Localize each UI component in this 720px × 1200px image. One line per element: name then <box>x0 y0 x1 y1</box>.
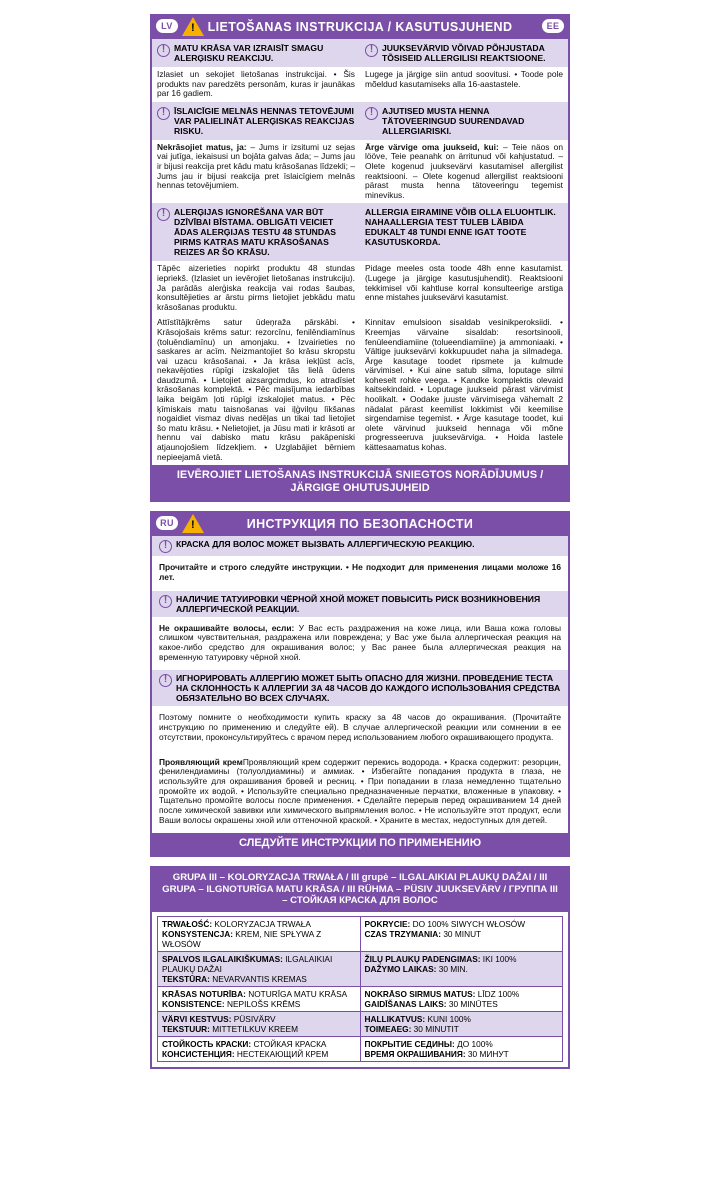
badge-lv: LV <box>156 19 178 33</box>
spec-panel <box>150 866 570 1069</box>
table-row <box>158 986 563 1011</box>
band1-lv: MATU KRĀSA VAR IZRAISĪT SMAGU ALERĢISKU REAKCIJU. <box>174 43 324 63</box>
p2-et-head: Ärge värvige oma juukseid, kui: <box>365 141 499 152</box>
spec-line <box>162 999 356 1009</box>
warning-triangle-icon: ! <box>182 514 204 533</box>
p4-lv: Attīstītājkrēms satur ūdeņraža pārskābi. • Krāsojošais krēms satur: rezorcīnu, fenilēndiamīnus (toluēndiamīnu) un amonjaku. • Izvairieties no saskares ar acīm. Neizmantojiet šo krāsu skropstu vai uzacu krāsošanai. • Ja krāsa iekļūst acīs, nekavējoties rūpīgi izskalojiet tās lielā ūdens daudzumā. • Lietojiet aizsargcimdus, ko atradīsiet krāsošanas komplektā. • Pēc maisījuma iedarbības laika beigām ļoti rūpīgi izskalojiet matus. • Pēc ķīmiskais matu taisnošanas vai iļģvilņu līkšanas nogaidiet vismaz divas nedēļas un tikai tad lietojiet šo matu krāsu. • Nelietojiet, ja Jūsu mati ir krāsoti ar hennu vai dabisko matu krāsu pakāpeniski atjaunojošiem līdzekļiem. • Uzglabājiet bērniem nepieejamā vietā. <box>157 317 355 462</box>
spec-key: ВРЕМЯ ОКРАШИВАНИЯ: <box>364 1048 466 1059</box>
ru-paragraph-1 <box>152 556 568 590</box>
spec-line <box>365 954 559 964</box>
spec-value: DO 100% SIWYCH WŁOSÓW <box>410 918 526 929</box>
ru-band-3 <box>152 670 568 706</box>
table-cell-right <box>360 1036 563 1061</box>
spec-value: ДО 100% <box>454 1038 493 1049</box>
spec-line <box>162 1014 356 1024</box>
p3-lv: Tāpēc aizerieties nopirkt produktu 48 stundas iepriekš. (Izlasiet un ievērojiet lietošanas instrukciju). Ja parādās alerģiska reakcija vai rodas šaubas, konsultējieties ar ārstu pirms lietojiet jebkādu matu krāsošanas produktu. <box>157 263 355 312</box>
paragraph-row-3 <box>152 261 568 315</box>
spec-key: NOKRĀSO SIRMUS MATUS: <box>364 988 476 999</box>
spec-key: GAIDĪŠANAS LAIKS: <box>364 998 447 1009</box>
spec-line <box>365 919 559 929</box>
spec-key: KONSYSTENCJA: <box>162 928 233 939</box>
table-cell-left <box>158 1011 361 1036</box>
spec-line <box>365 1039 559 1049</box>
spec-value: NEPILOŠS KRĒMS <box>224 998 301 1009</box>
spec-value: 30 МИНУТ <box>465 1048 509 1059</box>
spec-line <box>162 929 356 949</box>
exclamation-icon: ! <box>365 44 378 57</box>
band-lifethreatening-warning <box>152 203 568 261</box>
spec-key: TEKSTŪRA: <box>162 973 210 984</box>
ru-title: ИНСТРУКЦИЯ ПО БЕЗОПАСНОСТИ <box>246 517 474 532</box>
spec-key: КОНСИСТЕНЦИЯ: <box>162 1048 235 1059</box>
spec-key: ПОКРЫТИЕ СЕДИНЫ: <box>364 1038 455 1049</box>
spec-line <box>365 929 559 939</box>
ru-footer: СЛЕДУЙТЕ ИНСТРУКЦИИ ПО ПРИМЕНЕНИЮ <box>152 833 568 855</box>
table-cell-left <box>158 1036 361 1061</box>
ru-p1: Прочитайте и строго следуйте инструкции. • Не подходит для применения лицами моложе 16 лет. <box>159 562 561 582</box>
p1-et: Lugege ja järgige siin antud soovitusi. • Toode pole mõeldud kasutamiseks alla 16-aastastele. <box>365 69 563 89</box>
ru-p4: Проявляющий крем содержит перекись водорода. • Краска содержит: резорцин, фенилендиамины (толуолдиамины) и аммиак. • Избегайте попадания продукта в глаза, не используйте для окрашивания бровей и ресниц. • При попадании в глаза немедленно тщательно промойте их водой. • Используйте специально предназначенные перчатки, вложенные в упаковку. • Тщательно промойте волосы после применения. • Сделайте перерыв перед окрашиванием 14 дней после химической завивки или химического выпрямления волос. • Не используйте этот продукт, если Ваши волосы окрашены хной или оттеночной краской. • Храните в местах, недоступных для детей. <box>159 756 562 825</box>
spec-line <box>365 1014 559 1024</box>
spec-key: HALLIKATVUS: <box>364 1013 426 1024</box>
lv-et-footer: IEVĒROJIET LIETOŠANAS INSTRUKCIJĀ SNIEGTOS NORĀDĪJUMUS / JÄRGIGE OHUTUSJUHEID <box>152 465 568 500</box>
spec-line <box>365 1049 559 1059</box>
spec-key: CZAS TRZYMANIA: <box>364 928 442 939</box>
exclamation-icon: ! <box>157 208 170 221</box>
spec-line <box>162 989 356 999</box>
badge-ee: EE <box>542 19 564 33</box>
ru-paragraph-3 <box>152 706 568 750</box>
spec-value: KUNI 100% <box>425 1013 471 1024</box>
warning-triangle-icon: ! <box>182 17 204 36</box>
spec-value: СТОЙКАЯ КРАСКА <box>251 1038 327 1049</box>
paragraph-row-2 <box>152 140 568 204</box>
ru-header <box>152 513 568 536</box>
table-cell-left <box>158 916 361 951</box>
table-cell-right <box>360 916 563 951</box>
p3-et: Pidage meeles osta toode 48h enne kasutamist. (Lugege ja järgige kasutusjuhendit). Reaktsiooni tekkimisel või kahtluse korral konsulteerige arstiga enne mistahes juuksevärvi kasutamist. <box>365 263 563 303</box>
ru-band1-text: КРАСКА ДЛЯ ВОЛОС МОЖЕТ ВЫЗВАТЬ АЛЛЕРГИЧЕСКУЮ РЕАКЦИЮ. <box>176 539 475 550</box>
spec-value: 30 MIN. <box>436 963 468 974</box>
paragraph-row-4 <box>152 315 568 465</box>
spec-key: VÄRVI KESTVUS: <box>162 1013 232 1024</box>
table-row <box>158 916 563 951</box>
lv-et-header <box>152 16 568 39</box>
lv-et-panel <box>150 14 570 502</box>
ru-band2-text: НАЛИЧИЕ ТАТУИРОВКИ ЧЁРНОЙ ХНОЙ МОЖЕТ ПОВЫСИТЬ РИСК ВОЗНИКНОВЕНИЯ АЛЛЕРГИЧЕСКОЙ РЕАКЦИИ. <box>176 593 541 614</box>
table-cell-right <box>360 951 563 986</box>
ru-p2: У Вас есть раздражения на коже лица, или Ваша кожа головы слишком чувствительная, раздражена или повреждена; у Вас уже была аллергическая реакция на какое-либо средство для окрашивания волос; у Вас ранее была аллергическая реакция на временную татуировку чёрной хной. <box>159 622 561 662</box>
spec-key: TRWAŁOŚĆ: <box>162 918 213 929</box>
p1-lv: Izlasiet un sekojiet lietošanas instrukcijai. • Šis produkts nav paredzēts personām, kuras ir jaunākas par 16 gadiem. <box>157 69 355 99</box>
ru-band-2 <box>152 591 568 617</box>
spec-value: PÜSIVÄRV <box>231 1013 276 1024</box>
table-row <box>158 1036 563 1061</box>
spec-line <box>162 1024 356 1034</box>
spec-key: SPALVOS ILGALAIKIŠKUMAS: <box>162 953 283 964</box>
spec-value: KREM, NIE SPŁYWA Z WŁOSÓW <box>162 928 322 949</box>
spec-key: KONSISTENCE: <box>162 998 225 1009</box>
spec-line <box>365 999 559 1009</box>
band3-lv: ALERĢIJAS IGNORĒŠANA VAR BŪT DZĪVĪBAI BĪSTAMA. OBLIGĀTI VEICIET ĀDAS ALERĢIJAS TESTU 48 STUNDAS PIRMS KATRAS MATU KRĀSOŠANAS REIZES AR ŠO KRĀSU. <box>174 207 337 258</box>
spec-value: 30 MINUTIT <box>411 1023 459 1034</box>
spec-value: IKI 100% <box>480 953 517 964</box>
spec-title: GRUPA III – KOLORYZACJA TRWAŁA / III grupė – ILGALAIKIAI PLAUKŲ DAŽAI / III GRUPA – ILGNOTURĪGA MATU KRĀSA / III RÜHMA – PÜSIV JUUKSEVÄRV / ГРУППА III – СТОЙКАЯ КРАСКА ДЛЯ ВОЛОС <box>152 868 568 912</box>
paragraph-row-1 <box>152 67 568 102</box>
exclamation-icon: ! <box>365 107 378 120</box>
spec-value: LĪDZ 100% <box>475 988 520 999</box>
spec-line <box>365 964 559 974</box>
spec-key: ŽILŲ PLAUKŲ PADENGIMAS: <box>364 953 481 964</box>
band2-et: AJUTISED MUSTA HENNA TÄTOVEERINGUD SUURENDAVAD ALLERGIARISKI. <box>382 105 525 136</box>
exclamation-icon: ! <box>159 540 172 553</box>
p2-et: – Teie näos on lööve, Teie peanahk on ärritunud või kahjustatud. – Olete kogenud juuksevärvi kasutamisel allergilist reaktsiooni. – Olete kogenud allergilist reaktsiooni pärast musta henna tätoveeringu tegemist minevikus. <box>365 141 563 200</box>
spec-value: NEVARVANTIS KREMAS <box>209 973 307 984</box>
spec-key: TOIMEAEG: <box>364 1023 412 1034</box>
spec-line <box>162 919 356 929</box>
spec-key: POKRYCIE: <box>364 918 411 929</box>
lv-et-title: LIETOŠANAS INSTRUKCIJA / KASUTUSJUHEND <box>207 20 513 34</box>
table-cell-right <box>360 1011 563 1036</box>
ru-panel <box>150 511 570 857</box>
p2-lv: – Jums ir izsitumi uz sejas vai jutīga, iekaisusi un bojāta galvas āda; – Jums jau ir bijusi reakcija pret kādu matu krāsošanas līdzekli; – Jums jau ir bijusi reakcija pret īslaicīgiem melnās hennas tetovējumiem. <box>157 141 356 191</box>
ru-band3-text: ИГНОРИРОВАТЬ АЛЛЕРГИЮ МОЖЕТ БЫТЬ ОПАСНО ДЛЯ ЖИЗНИ. ПРОВЕДЕНИЕ ТЕСТА НА СКЛОННОСТЬ К АЛЛЕРГИИ ЗА 48 ЧАСОВ ДО КАЖДОГО ИСПОЛЬЗОВАНИЯ СРЕДСТВА ОБЯЗАТЕЛЬНО ВО ВСЕХ СЛУЧАЯХ. <box>176 673 561 704</box>
spec-line <box>162 1039 356 1049</box>
exclamation-icon: ! <box>157 44 170 57</box>
spec-value: ILGALAIKIAI PLAUKŲ DAŽAI <box>162 953 333 974</box>
table-row <box>158 951 563 986</box>
exclamation-icon: ! <box>157 107 170 120</box>
table-row <box>158 1011 563 1036</box>
spec-value: 30 MINŪTES <box>446 998 498 1009</box>
p2-lv-head: Nekrāsojiet matus, ja: <box>157 141 247 152</box>
spec-value: MITTETILKUV KREEM <box>209 1023 298 1034</box>
ru-p3: Поэтому помните о необходимости купить краску за 48 часов до окрашивания. (Прочитайте инструкцию по применению и следуйте ей). В случае аллергической реакции или сомнении в ее отсутствии, проконсультируйтесь с врачом перед использованием любого окрашивающего продукта. <box>159 712 561 742</box>
spec-value: NOTURĪGA MATU KRĀSA <box>245 988 348 999</box>
exclamation-icon: ! <box>159 674 172 687</box>
spec-line <box>162 974 356 984</box>
ru-p2-head: Не окрашивайте волосы, если: <box>159 622 295 633</box>
table-cell-right <box>360 986 563 1011</box>
band1-et: JUUKSEVÄRVID VÕIVAD PÕHJUSTADA TÕSISEID ALLERGILISI REAKTSIOONE. <box>382 43 546 63</box>
band3-et: ALLERGIA EIRAMINE VÕIB OLLA ELUOHTLIK. NAHAALLERGIA TEST TULEB LÄBIDA EDUKALT 48 TUNDI ENNE IGAT TOOTE KASUTUSKORDA. <box>365 207 556 248</box>
spec-key: KRĀSAS NOTURĪBA: <box>162 988 246 999</box>
spec-key: DAŽYMO LAIKAS: <box>364 963 437 974</box>
ru-p4-lead: Проявляющий крем <box>159 756 243 767</box>
spec-line <box>162 954 356 974</box>
spec-value: НЕСТЕКАЮЩИЙ КРЕМ <box>234 1048 329 1059</box>
band-allergy-warning <box>152 39 568 67</box>
band-henna-warning <box>152 102 568 140</box>
spec-line <box>365 1024 559 1034</box>
spec-key: СТОЙКОСТЬ КРАСКИ: <box>162 1038 252 1049</box>
ru-paragraph-2 <box>152 617 568 671</box>
p4-et: Kinnitav emulsioon sisaldab vesinikperoksiidi. • Kreemjas värvaine sisaldab: resortsinooli, fenüleendiamiine (tolueendiamiine) ja ammoniaaki. • Vältige juuksevärvi kokkupuudet naha ja silmadega. Ärge kasutage toodet ripsmete ja kulmude värvimisel. • Kui aine satub silma, loputage silmi koheselt rohke veega. • Kandke komplektis olevaid kaitsekindaid. • Loputage juukseid pärast värvimist hoolikalt. • Oodake juuste värvimisega vähemalt 2 nädalat pärast keemilist lokkimist või keemilise sirgendamise tegemist. • Ärge kasutage toodet, kui olete värvinud juukseid hennaga või mõne progresseeruva juuksevärviga. • Hoida lastele kättesaamatus kohas. <box>365 317 563 453</box>
exclamation-icon: ! <box>159 595 172 608</box>
ru-paragraph-4 <box>152 751 568 834</box>
table-cell-left <box>158 951 361 986</box>
spec-table <box>157 916 563 1062</box>
spec-line <box>162 1049 356 1059</box>
spec-key: TEKSTUUR: <box>162 1023 210 1034</box>
spec-line <box>365 989 559 999</box>
table-cell-left <box>158 986 361 1011</box>
band2-lv: ĪSLAICĪGIE MELNĀS HENNAS TETOVĒJUMI VAR PALIELINĀT ALERĢISKAS REAKCIJAS RISKU. <box>174 105 355 136</box>
ru-band-1 <box>152 536 568 556</box>
spec-value: 30 MINUT <box>441 928 482 939</box>
spec-value: KOLORYZACJA TRWAŁA <box>212 918 311 929</box>
badge-ru: RU <box>156 516 178 530</box>
